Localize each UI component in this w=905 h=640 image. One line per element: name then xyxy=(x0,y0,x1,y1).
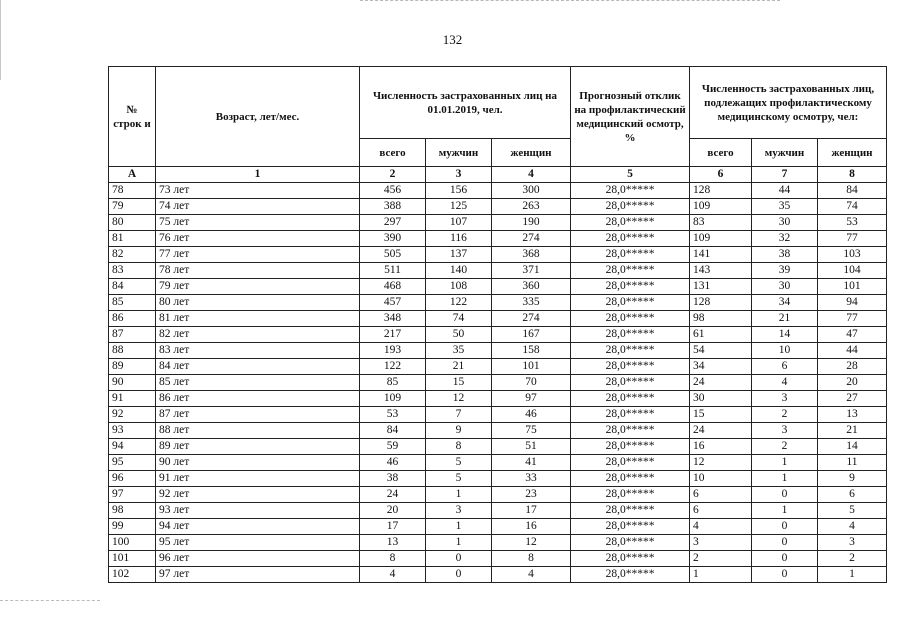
subject-total-cell: 6 xyxy=(690,487,752,503)
insured-total-cell: 17 xyxy=(360,519,426,535)
subject-women-cell: 5 xyxy=(818,503,887,519)
subject-total-cell: 109 xyxy=(690,199,752,215)
forecast-cell: 28,0***** xyxy=(571,535,690,551)
insured-men-cell: 74 xyxy=(426,311,492,327)
table-row xyxy=(109,311,887,327)
subject-total-cell: 15 xyxy=(690,407,752,423)
insured-men-cell: 0 xyxy=(426,551,492,567)
insured-men-cell: 15 xyxy=(426,375,492,391)
subject-women-cell: 104 xyxy=(818,263,887,279)
insured-women-cell: 75 xyxy=(492,423,571,439)
forecast-cell: 28,0***** xyxy=(571,471,690,487)
table-row xyxy=(109,343,887,359)
insured-men-cell: 50 xyxy=(426,327,492,343)
insured-total-cell: 85 xyxy=(360,375,426,391)
age-cell: 74 лет xyxy=(156,199,360,215)
table-row xyxy=(109,295,887,311)
subject-women-cell: 84 xyxy=(818,183,887,199)
subject-men-cell: 44 xyxy=(752,183,818,199)
subject-men-cell: 21 xyxy=(752,311,818,327)
subject-total-cell: 10 xyxy=(690,471,752,487)
subject-total-cell: 61 xyxy=(690,327,752,343)
table-row xyxy=(109,439,887,455)
subject-men-cell: 4 xyxy=(752,375,818,391)
subject-men-cell: 30 xyxy=(752,215,818,231)
age-cell: 90 лет xyxy=(156,455,360,471)
subject-women-cell: 14 xyxy=(818,439,887,455)
row-number-cell: 78 xyxy=(109,183,156,199)
insured-total-cell: 109 xyxy=(360,391,426,407)
insured-total-cell: 468 xyxy=(360,279,426,295)
insured-total-cell: 456 xyxy=(360,183,426,199)
table-row xyxy=(109,503,887,519)
subject-men-cell: 14 xyxy=(752,327,818,343)
subject-women-cell: 74 xyxy=(818,199,887,215)
row-number-cell: 96 xyxy=(109,471,156,487)
insured-women-cell: 274 xyxy=(492,231,571,247)
table-row xyxy=(109,279,887,295)
forecast-cell: 28,0***** xyxy=(571,199,690,215)
header-row-1 xyxy=(109,67,887,139)
subject-women-cell: 21 xyxy=(818,423,887,439)
row-number-cell: 87 xyxy=(109,327,156,343)
insured-total-cell: 20 xyxy=(360,503,426,519)
forecast-cell: 28,0***** xyxy=(571,327,690,343)
insured-women-cell: 263 xyxy=(492,199,571,215)
forecast-cell: 28,0***** xyxy=(571,295,690,311)
insured-men-cell: 1 xyxy=(426,535,492,551)
forecast-cell: 28,0***** xyxy=(571,423,690,439)
forecast-cell: 28,0***** xyxy=(571,391,690,407)
forecast-cell: 28,0***** xyxy=(571,519,690,535)
insured-women-cell: 97 xyxy=(492,391,571,407)
subject-women-cell: 9 xyxy=(818,471,887,487)
subject-total-cell: 109 xyxy=(690,231,752,247)
insured-women-cell: 300 xyxy=(492,183,571,199)
age-cell: 83 лет xyxy=(156,343,360,359)
insured-women-cell: 274 xyxy=(492,311,571,327)
forecast-cell: 28,0***** xyxy=(571,183,690,199)
subject-men-cell: 0 xyxy=(752,487,818,503)
row-number-cell: 83 xyxy=(109,263,156,279)
row-number-cell: 80 xyxy=(109,215,156,231)
age-cell: 78 лет xyxy=(156,263,360,279)
insured-total-cell: 53 xyxy=(360,407,426,423)
insured-women-cell: 368 xyxy=(492,247,571,263)
subject-men-cell: 0 xyxy=(752,567,818,583)
scan-top-artifact xyxy=(360,0,780,3)
age-cell: 94 лет xyxy=(156,519,360,535)
table-row xyxy=(109,375,887,391)
subject-total-cell: 131 xyxy=(690,279,752,295)
insured-women-cell: 23 xyxy=(492,487,571,503)
insured-total-cell: 8 xyxy=(360,551,426,567)
insured-women-cell: 4 xyxy=(492,567,571,583)
table-row xyxy=(109,423,887,439)
table-row xyxy=(109,247,887,263)
insured-total-cell: 505 xyxy=(360,247,426,263)
forecast-cell: 28,0***** xyxy=(571,215,690,231)
age-cell: 85 лет xyxy=(156,375,360,391)
insured-women-cell: 41 xyxy=(492,455,571,471)
insured-men-cell: 122 xyxy=(426,295,492,311)
row-number-cell: 95 xyxy=(109,455,156,471)
age-cell: 76 лет xyxy=(156,231,360,247)
insured-women-cell: 8 xyxy=(492,551,571,567)
subject-total-cell: 2 xyxy=(690,551,752,567)
row-number-cell: 86 xyxy=(109,311,156,327)
subject-women-cell: 1 xyxy=(818,567,887,583)
table-row xyxy=(109,487,887,503)
insured-women-cell: 70 xyxy=(492,375,571,391)
header-subject: Численность застрахованных лиц, подлежащих профилактическому медицинскому осмотру, чел: xyxy=(690,67,887,139)
insured-men-cell: 108 xyxy=(426,279,492,295)
table-row xyxy=(109,455,887,471)
insured-men-cell: 12 xyxy=(426,391,492,407)
subject-women-cell: 2 xyxy=(818,551,887,567)
forecast-cell: 28,0***** xyxy=(571,231,690,247)
subject-women-cell: 27 xyxy=(818,391,887,407)
header-men-2: мужчин xyxy=(752,139,818,167)
subject-total-cell: 6 xyxy=(690,503,752,519)
forecast-cell: 28,0***** xyxy=(571,567,690,583)
table-row xyxy=(109,551,887,567)
row-number-cell: 98 xyxy=(109,503,156,519)
insured-men-cell: 0 xyxy=(426,567,492,583)
subject-men-cell: 3 xyxy=(752,423,818,439)
scan-bottom-artifact xyxy=(0,600,100,602)
insured-total-cell: 297 xyxy=(360,215,426,231)
index-cell: 2 xyxy=(360,167,426,183)
subject-men-cell: 1 xyxy=(752,503,818,519)
table-row xyxy=(109,519,887,535)
subject-women-cell: 28 xyxy=(818,359,887,375)
row-number-cell: 84 xyxy=(109,279,156,295)
row-number-cell: 101 xyxy=(109,551,156,567)
insured-men-cell: 9 xyxy=(426,423,492,439)
subject-total-cell: 30 xyxy=(690,391,752,407)
table-row xyxy=(109,183,887,199)
subject-men-cell: 0 xyxy=(752,551,818,567)
table-row xyxy=(109,391,887,407)
table-row xyxy=(109,359,887,375)
subject-total-cell: 12 xyxy=(690,455,752,471)
subject-women-cell: 77 xyxy=(818,311,887,327)
insured-total-cell: 13 xyxy=(360,535,426,551)
header-age: Возраст, лет/мес. xyxy=(156,67,360,167)
subject-total-cell: 141 xyxy=(690,247,752,263)
table-row xyxy=(109,535,887,551)
insured-women-cell: 33 xyxy=(492,471,571,487)
index-cell: 5 xyxy=(571,167,690,183)
insured-persons-table xyxy=(108,66,887,583)
insured-men-cell: 35 xyxy=(426,343,492,359)
subject-women-cell: 3 xyxy=(818,535,887,551)
row-number-cell: 92 xyxy=(109,407,156,423)
header-row-number: № строк и xyxy=(109,67,156,167)
subject-total-cell: 143 xyxy=(690,263,752,279)
subject-total-cell: 83 xyxy=(690,215,752,231)
subject-total-cell: 1 xyxy=(690,567,752,583)
subject-men-cell: 1 xyxy=(752,455,818,471)
forecast-cell: 28,0***** xyxy=(571,263,690,279)
forecast-cell: 28,0***** xyxy=(571,343,690,359)
subject-total-cell: 128 xyxy=(690,295,752,311)
insured-men-cell: 140 xyxy=(426,263,492,279)
age-cell: 73 лет xyxy=(156,183,360,199)
subject-women-cell: 101 xyxy=(818,279,887,295)
index-cell: 1 xyxy=(156,167,360,183)
insured-total-cell: 84 xyxy=(360,423,426,439)
subject-men-cell: 3 xyxy=(752,391,818,407)
insured-women-cell: 335 xyxy=(492,295,571,311)
forecast-cell: 28,0***** xyxy=(571,247,690,263)
age-cell: 75 лет xyxy=(156,215,360,231)
forecast-cell: 28,0***** xyxy=(571,503,690,519)
insured-total-cell: 193 xyxy=(360,343,426,359)
subject-women-cell: 44 xyxy=(818,343,887,359)
table-row xyxy=(109,327,887,343)
age-cell: 82 лет xyxy=(156,327,360,343)
insured-total-cell: 390 xyxy=(360,231,426,247)
row-number-cell: 102 xyxy=(109,567,156,583)
insured-total-cell: 348 xyxy=(360,311,426,327)
table-row xyxy=(109,407,887,423)
subject-men-cell: 39 xyxy=(752,263,818,279)
insured-women-cell: 158 xyxy=(492,343,571,359)
subject-total-cell: 34 xyxy=(690,359,752,375)
age-cell: 89 лет xyxy=(156,439,360,455)
subject-women-cell: 4 xyxy=(818,519,887,535)
subject-total-cell: 24 xyxy=(690,375,752,391)
header-total-2: всего xyxy=(690,139,752,167)
subject-women-cell: 13 xyxy=(818,407,887,423)
age-cell: 92 лет xyxy=(156,487,360,503)
insured-men-cell: 116 xyxy=(426,231,492,247)
forecast-cell: 28,0***** xyxy=(571,311,690,327)
subject-men-cell: 38 xyxy=(752,247,818,263)
index-cell: А xyxy=(109,167,156,183)
insured-women-cell: 371 xyxy=(492,263,571,279)
age-cell: 86 лет xyxy=(156,391,360,407)
subject-total-cell: 4 xyxy=(690,519,752,535)
age-cell: 88 лет xyxy=(156,423,360,439)
index-cell: 7 xyxy=(752,167,818,183)
insured-total-cell: 217 xyxy=(360,327,426,343)
subject-men-cell: 10 xyxy=(752,343,818,359)
subject-women-cell: 20 xyxy=(818,375,887,391)
index-cell: 8 xyxy=(818,167,887,183)
row-number-cell: 81 xyxy=(109,231,156,247)
insured-men-cell: 1 xyxy=(426,487,492,503)
forecast-cell: 28,0***** xyxy=(571,279,690,295)
subject-men-cell: 0 xyxy=(752,535,818,551)
subject-total-cell: 54 xyxy=(690,343,752,359)
row-number-cell: 93 xyxy=(109,423,156,439)
row-number-cell: 89 xyxy=(109,359,156,375)
age-cell: 87 лет xyxy=(156,407,360,423)
insured-women-cell: 16 xyxy=(492,519,571,535)
insured-men-cell: 156 xyxy=(426,183,492,199)
subject-women-cell: 11 xyxy=(818,455,887,471)
insured-total-cell: 38 xyxy=(360,471,426,487)
header-women: женщин xyxy=(492,139,571,167)
header-total: всего xyxy=(360,139,426,167)
subject-men-cell: 30 xyxy=(752,279,818,295)
insured-men-cell: 3 xyxy=(426,503,492,519)
age-cell: 77 лет xyxy=(156,247,360,263)
insured-men-cell: 137 xyxy=(426,247,492,263)
age-cell: 84 лет xyxy=(156,359,360,375)
row-number-cell: 79 xyxy=(109,199,156,215)
subject-men-cell: 2 xyxy=(752,407,818,423)
age-cell: 96 лет xyxy=(156,551,360,567)
insured-total-cell: 511 xyxy=(360,263,426,279)
subject-men-cell: 1 xyxy=(752,471,818,487)
subject-men-cell: 34 xyxy=(752,295,818,311)
insured-women-cell: 190 xyxy=(492,215,571,231)
row-number-cell: 91 xyxy=(109,391,156,407)
table-row xyxy=(109,199,887,215)
row-number-cell: 82 xyxy=(109,247,156,263)
forecast-cell: 28,0***** xyxy=(571,375,690,391)
subject-women-cell: 53 xyxy=(818,215,887,231)
row-number-cell: 90 xyxy=(109,375,156,391)
row-number-cell: 88 xyxy=(109,343,156,359)
subject-women-cell: 94 xyxy=(818,295,887,311)
header-men: мужчин xyxy=(426,139,492,167)
index-cell: 3 xyxy=(426,167,492,183)
insured-women-cell: 12 xyxy=(492,535,571,551)
forecast-cell: 28,0***** xyxy=(571,551,690,567)
header-insured: Численность застрахованных лиц на 01.01.2019, чел. xyxy=(360,67,571,139)
table-row xyxy=(109,215,887,231)
age-cell: 97 лет xyxy=(156,567,360,583)
insured-men-cell: 21 xyxy=(426,359,492,375)
insured-total-cell: 59 xyxy=(360,439,426,455)
insured-men-cell: 107 xyxy=(426,215,492,231)
age-cell: 79 лет xyxy=(156,279,360,295)
table-row xyxy=(109,263,887,279)
insured-men-cell: 125 xyxy=(426,199,492,215)
subject-total-cell: 98 xyxy=(690,311,752,327)
subject-men-cell: 32 xyxy=(752,231,818,247)
forecast-cell: 28,0***** xyxy=(571,407,690,423)
insured-total-cell: 122 xyxy=(360,359,426,375)
row-number-cell: 99 xyxy=(109,519,156,535)
age-cell: 91 лет xyxy=(156,471,360,487)
subject-men-cell: 6 xyxy=(752,359,818,375)
insured-men-cell: 5 xyxy=(426,455,492,471)
insured-total-cell: 388 xyxy=(360,199,426,215)
table-row xyxy=(109,231,887,247)
column-index-row xyxy=(109,167,887,183)
insured-total-cell: 24 xyxy=(360,487,426,503)
index-cell: 6 xyxy=(690,167,752,183)
subject-men-cell: 0 xyxy=(752,519,818,535)
age-cell: 95 лет xyxy=(156,535,360,551)
header-forecast: Прогнозный отклик на профилактический медицинский осмотр, % xyxy=(571,67,690,167)
insured-men-cell: 7 xyxy=(426,407,492,423)
table-row xyxy=(109,471,887,487)
page-number: 132 xyxy=(442,32,463,47)
age-cell: 80 лет xyxy=(156,295,360,311)
insured-women-cell: 360 xyxy=(492,279,571,295)
subject-women-cell: 6 xyxy=(818,487,887,503)
forecast-cell: 28,0***** xyxy=(571,487,690,503)
insured-total-cell: 457 xyxy=(360,295,426,311)
forecast-cell: 28,0***** xyxy=(571,359,690,375)
subject-men-cell: 2 xyxy=(752,439,818,455)
row-number-cell: 94 xyxy=(109,439,156,455)
insured-women-cell: 167 xyxy=(492,327,571,343)
insured-total-cell: 46 xyxy=(360,455,426,471)
age-cell: 93 лет xyxy=(156,503,360,519)
subject-women-cell: 47 xyxy=(818,327,887,343)
header-women-2: женщин xyxy=(818,139,887,167)
subject-men-cell: 35 xyxy=(752,199,818,215)
subject-women-cell: 77 xyxy=(818,231,887,247)
insured-total-cell: 4 xyxy=(360,567,426,583)
subject-total-cell: 24 xyxy=(690,423,752,439)
table-row xyxy=(109,567,887,583)
subject-total-cell: 3 xyxy=(690,535,752,551)
insured-women-cell: 46 xyxy=(492,407,571,423)
row-number-cell: 97 xyxy=(109,487,156,503)
forecast-cell: 28,0***** xyxy=(571,439,690,455)
row-number-cell: 85 xyxy=(109,295,156,311)
insured-women-cell: 101 xyxy=(492,359,571,375)
insured-men-cell: 1 xyxy=(426,519,492,535)
row-number-cell: 100 xyxy=(109,535,156,551)
age-cell: 81 лет xyxy=(156,311,360,327)
insured-men-cell: 5 xyxy=(426,471,492,487)
insured-women-cell: 17 xyxy=(492,503,571,519)
subject-total-cell: 128 xyxy=(690,183,752,199)
index-cell: 4 xyxy=(492,167,571,183)
forecast-cell: 28,0***** xyxy=(571,455,690,471)
insured-women-cell: 51 xyxy=(492,439,571,455)
subject-women-cell: 103 xyxy=(818,247,887,263)
subject-total-cell: 16 xyxy=(690,439,752,455)
insured-men-cell: 8 xyxy=(426,439,492,455)
